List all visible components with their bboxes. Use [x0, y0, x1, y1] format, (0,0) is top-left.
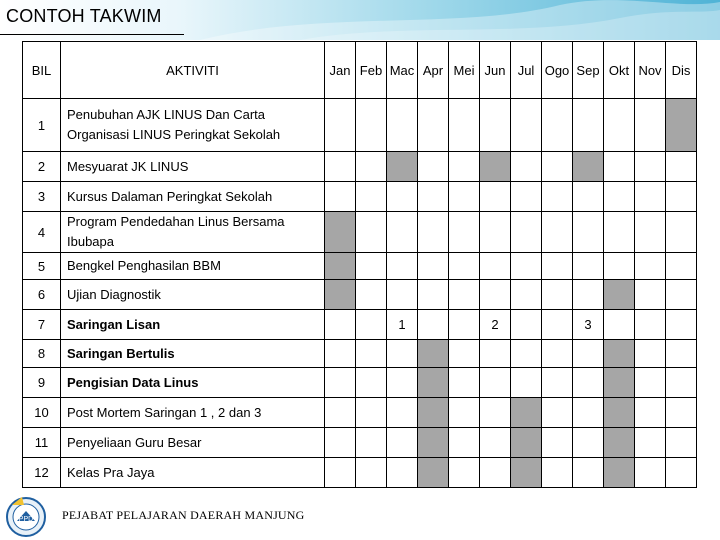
header-month-ogo: Ogo	[542, 42, 573, 99]
header-month-dis: Dis	[666, 42, 697, 99]
header-month-mei: Mei	[449, 42, 480, 99]
month-cell-jul	[511, 368, 542, 398]
month-cell-jul	[511, 212, 542, 253]
month-cell-mei	[449, 99, 480, 152]
month-cell-jun	[480, 99, 511, 152]
month-cell-okt	[604, 398, 635, 428]
month-cell-dis	[666, 458, 697, 488]
month-cell-apr	[418, 340, 449, 368]
month-cell-jul	[511, 152, 542, 182]
month-cell-sep	[573, 340, 604, 368]
month-cell-mei	[449, 368, 480, 398]
row-bil: 4	[23, 212, 61, 253]
table-row	[23, 398, 697, 428]
row-aktiviti: Mesyuarat JK LINUS	[61, 152, 325, 182]
table-row	[23, 212, 697, 253]
row-bil: 5	[23, 253, 61, 280]
month-cell-okt	[604, 458, 635, 488]
month-cell-jul	[511, 280, 542, 310]
month-cell-nov	[635, 182, 666, 212]
month-cell-okt	[604, 280, 635, 310]
svg-text:PPD: PPD	[18, 516, 34, 523]
month-cell-jun	[480, 368, 511, 398]
month-cell-nov	[635, 280, 666, 310]
month-cell-feb	[356, 152, 387, 182]
month-cell-jul	[511, 428, 542, 458]
month-cell-apr	[418, 428, 449, 458]
month-cell-mei	[449, 280, 480, 310]
month-cell-apr	[418, 310, 449, 340]
month-cell-jan	[325, 458, 356, 488]
month-cell-feb	[356, 280, 387, 310]
month-cell-jan	[325, 182, 356, 212]
month-cell-feb	[356, 340, 387, 368]
month-cell-ogo	[542, 182, 573, 212]
row-bil: 1	[23, 99, 61, 152]
table-row	[23, 253, 697, 280]
month-cell-feb	[356, 398, 387, 428]
header-aktiviti: AKTIVITI	[61, 42, 325, 99]
month-cell-mac	[387, 182, 418, 212]
month-cell-feb	[356, 99, 387, 152]
header-month-feb: Feb	[356, 42, 387, 99]
month-cell-nov	[635, 428, 666, 458]
row-bil: 6	[23, 280, 61, 310]
month-cell-feb	[356, 428, 387, 458]
row-aktiviti: Kelas Pra Jaya	[61, 458, 325, 488]
month-cell-ogo	[542, 253, 573, 280]
month-cell-jan	[325, 152, 356, 182]
month-cell-nov	[635, 398, 666, 428]
month-cell-jul	[511, 398, 542, 428]
month-cell-jun	[480, 182, 511, 212]
month-cell-okt	[604, 340, 635, 368]
month-cell-jan	[325, 340, 356, 368]
table-row	[23, 368, 697, 398]
row-aktiviti: Saringan Bertulis	[61, 340, 325, 368]
table-row	[23, 182, 697, 212]
month-cell-ogo	[542, 99, 573, 152]
month-cell-mac	[387, 340, 418, 368]
month-cell-mei	[449, 458, 480, 488]
row-bil: 9	[23, 368, 61, 398]
month-cell-nov	[635, 253, 666, 280]
month-cell-jan	[325, 428, 356, 458]
footer-office-name: PEJABAT PELAJARAN DAERAH MANJUNG	[62, 508, 305, 522]
month-cell-mac	[387, 99, 418, 152]
month-cell-feb	[356, 182, 387, 212]
table-header-row	[23, 42, 697, 99]
month-cell-okt	[604, 152, 635, 182]
month-cell-apr	[418, 398, 449, 428]
month-cell-feb	[356, 368, 387, 398]
month-cell-apr	[418, 182, 449, 212]
table-body	[23, 99, 697, 488]
month-cell-jun	[480, 280, 511, 310]
month-cell-dis	[666, 368, 697, 398]
ppd-manjung-logo-icon	[2, 491, 46, 539]
month-cell-sep	[573, 182, 604, 212]
row-aktiviti: Program Pendedahan Linus Bersama Ibubapa	[61, 212, 325, 253]
month-cell-jan	[325, 99, 356, 152]
month-cell-jun: 2	[480, 310, 511, 340]
month-cell-dis	[666, 398, 697, 428]
month-cell-mac	[387, 368, 418, 398]
month-cell-apr	[418, 212, 449, 253]
header-month-apr: Apr	[418, 42, 449, 99]
month-cell-jul	[511, 253, 542, 280]
row-bil: 7	[23, 310, 61, 340]
month-cell-dis	[666, 253, 697, 280]
month-cell-nov	[635, 368, 666, 398]
month-cell-mac	[387, 212, 418, 253]
month-cell-jun	[480, 212, 511, 253]
month-cell-mac	[387, 428, 418, 458]
month-cell-jan	[325, 253, 356, 280]
month-cell-ogo	[542, 212, 573, 253]
month-cell-jan	[325, 368, 356, 398]
month-cell-jan	[325, 310, 356, 340]
header-month-okt: Okt	[604, 42, 635, 99]
month-cell-okt	[604, 428, 635, 458]
month-cell-jan	[325, 212, 356, 253]
row-aktiviti: Post Mortem Saringan 1 , 2 dan 3	[61, 398, 325, 428]
month-cell-mac	[387, 398, 418, 428]
month-cell-nov	[635, 340, 666, 368]
month-cell-okt	[604, 182, 635, 212]
row-aktiviti: Penubuhan AJK LINUS Dan Carta Organisasi LINUS Peringkat Sekolah	[61, 99, 325, 152]
row-aktiviti: Saringan Lisan	[61, 310, 325, 340]
table-row	[23, 458, 697, 488]
table-row	[23, 340, 697, 368]
month-cell-mei	[449, 340, 480, 368]
month-cell-sep	[573, 280, 604, 310]
month-cell-mei	[449, 152, 480, 182]
month-cell-ogo	[542, 458, 573, 488]
month-cell-mac	[387, 152, 418, 182]
month-cell-mei	[449, 428, 480, 458]
month-cell-apr	[418, 280, 449, 310]
month-cell-dis	[666, 340, 697, 368]
month-cell-apr	[418, 253, 449, 280]
month-cell-jul	[511, 458, 542, 488]
month-cell-mac	[387, 253, 418, 280]
month-cell-ogo	[542, 368, 573, 398]
row-aktiviti: Kursus Dalaman Peringkat Sekolah	[61, 182, 325, 212]
header-month-jul: Jul	[511, 42, 542, 99]
title-underline	[0, 34, 184, 35]
month-cell-dis	[666, 310, 697, 340]
month-cell-jun	[480, 398, 511, 428]
row-bil: 11	[23, 428, 61, 458]
month-cell-mei	[449, 310, 480, 340]
row-aktiviti: Bengkel Penghasilan BBM	[61, 253, 325, 280]
month-cell-sep	[573, 152, 604, 182]
month-cell-apr	[418, 152, 449, 182]
month-cell-okt	[604, 310, 635, 340]
month-cell-feb	[356, 310, 387, 340]
month-cell-feb	[356, 458, 387, 488]
month-cell-feb	[356, 212, 387, 253]
month-cell-mac	[387, 458, 418, 488]
month-cell-nov	[635, 212, 666, 253]
row-bil: 2	[23, 152, 61, 182]
month-cell-jul	[511, 340, 542, 368]
month-cell-ogo	[542, 152, 573, 182]
month-cell-jun	[480, 253, 511, 280]
month-cell-sep: 3	[573, 310, 604, 340]
table-row	[23, 310, 697, 340]
month-cell-jul	[511, 99, 542, 152]
row-aktiviti: Pengisian Data Linus	[61, 368, 325, 398]
month-cell-dis	[666, 280, 697, 310]
month-cell-ogo	[542, 280, 573, 310]
month-cell-sep	[573, 458, 604, 488]
header-month-mac: Mac	[387, 42, 418, 99]
row-bil: 12	[23, 458, 61, 488]
month-cell-nov	[635, 152, 666, 182]
month-cell-mei	[449, 212, 480, 253]
month-cell-nov	[635, 99, 666, 152]
month-cell-nov	[635, 310, 666, 340]
month-cell-dis	[666, 152, 697, 182]
month-cell-jan	[325, 280, 356, 310]
month-cell-nov	[635, 458, 666, 488]
month-cell-apr	[418, 368, 449, 398]
month-cell-ogo	[542, 310, 573, 340]
month-cell-mei	[449, 253, 480, 280]
month-cell-dis	[666, 212, 697, 253]
month-cell-dis	[666, 99, 697, 152]
month-cell-jun	[480, 428, 511, 458]
month-cell-mei	[449, 182, 480, 212]
header-month-jan: Jan	[325, 42, 356, 99]
month-cell-jul	[511, 182, 542, 212]
row-bil: 3	[23, 182, 61, 212]
header-month-jun: Jun	[480, 42, 511, 99]
month-cell-jun	[480, 458, 511, 488]
month-cell-dis	[666, 182, 697, 212]
month-cell-sep	[573, 428, 604, 458]
row-aktiviti: Penyeliaan Guru Besar	[61, 428, 325, 458]
table-row	[23, 428, 697, 458]
row-bil: 10	[23, 398, 61, 428]
month-cell-apr	[418, 99, 449, 152]
row-aktiviti: Ujian Diagnostik	[61, 280, 325, 310]
month-cell-jun	[480, 340, 511, 368]
header-month-nov: Nov	[635, 42, 666, 99]
month-cell-mei	[449, 398, 480, 428]
table-row	[23, 99, 697, 152]
table-row	[23, 280, 697, 310]
page-title: CONTOH TAKWIM	[6, 6, 162, 26]
month-cell-sep	[573, 368, 604, 398]
month-cell-okt	[604, 99, 635, 152]
month-cell-ogo	[542, 340, 573, 368]
month-cell-dis	[666, 428, 697, 458]
month-cell-sep	[573, 253, 604, 280]
month-cell-jun	[480, 152, 511, 182]
month-cell-okt	[604, 368, 635, 398]
month-cell-feb	[356, 253, 387, 280]
month-cell-sep	[573, 99, 604, 152]
month-cell-apr	[418, 458, 449, 488]
month-cell-okt	[604, 253, 635, 280]
month-cell-mac	[387, 280, 418, 310]
month-cell-mac: 1	[387, 310, 418, 340]
row-bil: 8	[23, 340, 61, 368]
month-cell-ogo	[542, 398, 573, 428]
month-cell-jul	[511, 310, 542, 340]
month-cell-sep	[573, 398, 604, 428]
month-cell-ogo	[542, 428, 573, 458]
table-row	[23, 152, 697, 182]
header-bil: BIL	[23, 42, 61, 99]
takwim-table	[22, 41, 697, 488]
month-cell-jan	[325, 398, 356, 428]
header-month-sep: Sep	[573, 42, 604, 99]
month-cell-okt	[604, 212, 635, 253]
month-cell-sep	[573, 212, 604, 253]
